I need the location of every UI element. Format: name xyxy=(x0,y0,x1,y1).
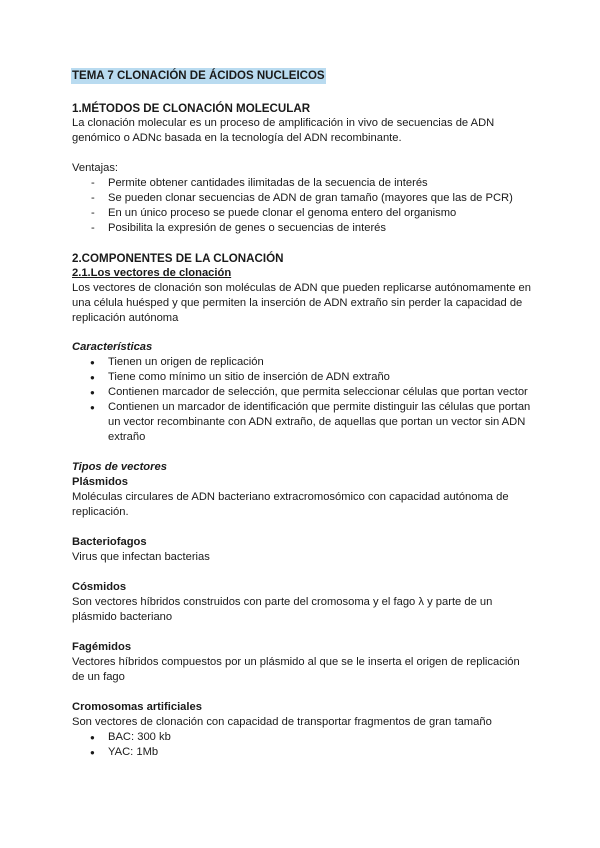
list-item: - Posibilita la expresión de genes o secuencias de interés xyxy=(72,221,532,236)
document-page xyxy=(72,68,532,760)
fagemidos-text: Vectores híbridos compuestos por un plásmido al que se le inserta el origen de replicación de un fago xyxy=(72,656,520,683)
cromosomas-text: Son vectores de clonación con capacidad de transportar fragmentos de gran tamaño xyxy=(72,716,492,728)
section-2-intro: Los vectores de clonación son moléculas de ADN que pueden replicarse autónomamente en una célula huésped y que permiten la inserción de ADN extraño sin perder la capacidad de replicación autónoma xyxy=(72,282,531,324)
list-item: - Permite obtener cantidades ilimitadas de la secuencia de interés xyxy=(72,176,532,191)
caracteristicas-list xyxy=(72,355,532,445)
bacteriofagos-heading: Bacteriofagos xyxy=(72,536,147,548)
cosmidos-text: Son vectores híbridos construidos con parte del cromosoma y el fago λ y parte de un plásmido bacteriano xyxy=(72,596,493,623)
list-item: ● Contienen un marcador de identificación que permite distinguir las células que portan un vector recombinante con ADN extraño, de aquellas que portan un vector sin ADN extraño xyxy=(72,400,532,445)
section-1-heading: 1.MÉTODOS DE CLONACIÓN MOLECULAR xyxy=(72,102,311,115)
section-1-intro: La clonación molecular es un proceso de amplificación in vivo de secuencias de ADN genómico o ADNc basada en la tecnología del ADN recombinante. xyxy=(72,117,495,144)
list-item: ● Tiene como mínimo un sitio de inserción de ADN extraño xyxy=(72,370,532,385)
list-item: ● Tienen un origen de replicación xyxy=(72,355,532,370)
list-item: - En un único proceso se puede clonar el genoma entero del organismo xyxy=(72,206,532,221)
plasmidos-text: Moléculas circulares de ADN bacteriano extracromosómico con capacidad autónoma de replicación. xyxy=(72,491,509,518)
list-item: ● Contienen marcador de selección, que permita seleccionar células que portan vector xyxy=(72,385,532,400)
cromosomas-list xyxy=(72,730,532,760)
ventajas-list xyxy=(72,176,532,236)
ventajas-label: Ventajas: xyxy=(72,162,119,174)
bacteriofagos-text: Virus que infectan bacterias xyxy=(72,551,210,563)
section-2-1-heading: 2.1.Los vectores de clonación xyxy=(72,267,232,279)
cromosomas-heading: Cromosomas artificiales xyxy=(72,701,202,713)
fagemidos-heading: Fagémidos xyxy=(72,641,132,653)
list-item: - Se pueden clonar secuencias de ADN de gran tamaño (mayores que las de PCR) xyxy=(72,191,532,206)
document-title: TEMA 7 CLONACIÓN DE ÁCIDOS NUCLEICOS xyxy=(72,70,325,82)
tipos-label: Tipos de vectores xyxy=(72,461,167,473)
list-item: ● YAC: 1Mb xyxy=(72,745,532,760)
cosmidos-heading: Cósmidos xyxy=(72,581,127,593)
section-2-heading: 2.COMPONENTES DE LA CLONACIÓN xyxy=(72,252,284,265)
list-item: ● BAC: 300 kb xyxy=(72,730,532,745)
caracteristicas-label: Características xyxy=(72,341,153,353)
plasmidos-heading: Plásmidos xyxy=(72,476,128,488)
